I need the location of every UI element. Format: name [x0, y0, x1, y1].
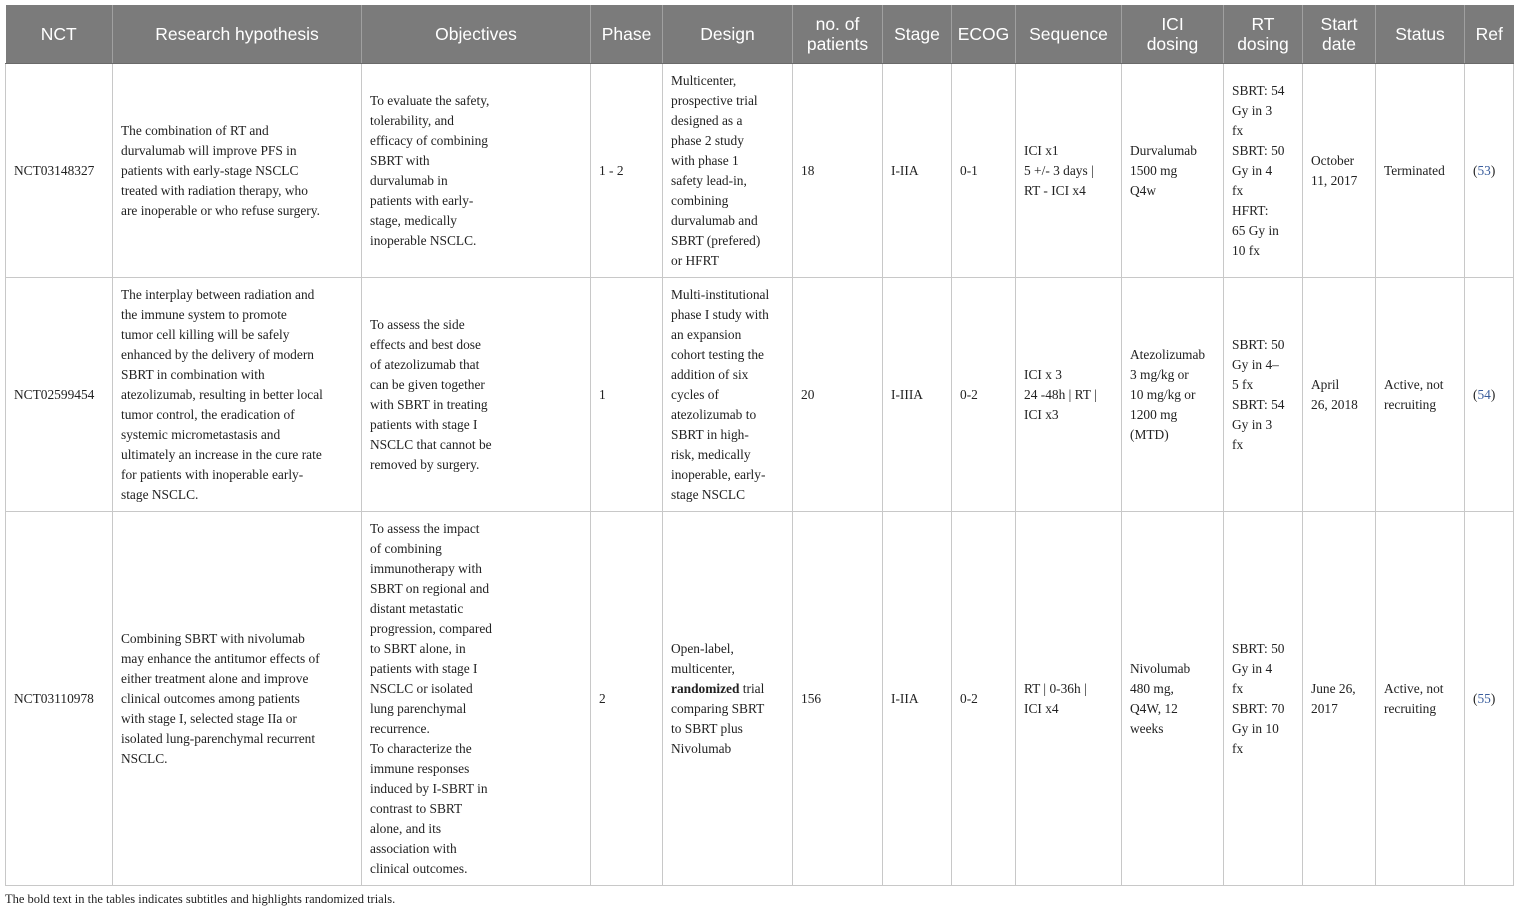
text-line: with phase 1	[671, 152, 739, 168]
text-line: 1200 mg	[1130, 406, 1178, 422]
text-line: SBRT: 50	[1232, 640, 1285, 656]
cell-rt-dosing	[1224, 278, 1303, 512]
header-ici-dosing	[1122, 5, 1224, 64]
cell-ici-dosing	[1122, 64, 1224, 278]
text-line: can be given together	[370, 376, 485, 392]
text-line: 26, 2018	[1311, 396, 1358, 412]
text-line	[671, 679, 784, 699]
text-line: phase I study with	[671, 306, 769, 322]
text-line: fx	[1232, 436, 1244, 452]
text-line: alone, and its	[370, 820, 442, 836]
text-line: RT - ICI x4	[1024, 182, 1086, 198]
cell-nct: NCT03148327	[6, 64, 113, 278]
text-line: Active, not	[1384, 376, 1444, 392]
text-line: safety lead-in,	[671, 172, 747, 188]
header-sequence: Sequence	[1016, 5, 1122, 64]
cell-sequence	[1016, 278, 1122, 512]
text-line: Gy in 4	[1232, 660, 1273, 676]
randomized-highlight: randomized	[671, 680, 740, 696]
text-line: Gy in 10	[1232, 720, 1279, 736]
text-line: Durvalumab	[1130, 142, 1197, 158]
text-line: isolated lung-parenchymal recurrent	[121, 730, 316, 746]
text-line: RT | 0-36h |	[1024, 680, 1087, 696]
text-line: atezolizumab to	[671, 406, 757, 422]
text-line: weeks	[1130, 720, 1164, 736]
text-line: SBRT (prefered)	[671, 232, 761, 248]
text-line: Gy in 4–	[1232, 356, 1279, 372]
header-ici-line1: ICI	[1161, 14, 1184, 34]
text-line: ultimately an increase in the cure rate	[121, 446, 322, 462]
text-line: April	[1311, 376, 1340, 392]
header-stage: Stage	[883, 5, 952, 64]
ref-link[interactable]: 55	[1477, 690, 1491, 706]
text-line: patients with stage I	[370, 660, 478, 676]
header-ici-line2: dosing	[1146, 34, 1199, 54]
table-footnote: The bold text in the tables indicates subtitles and highlights randomized trials.	[5, 892, 396, 906]
cell-nct: NCT03110978	[6, 512, 113, 886]
text-line: combining	[671, 192, 729, 208]
cell-status	[1376, 512, 1465, 886]
cell-design	[663, 278, 793, 512]
cell-rt-dosing	[1224, 64, 1303, 278]
text-line: The combination of RT and	[121, 122, 269, 138]
text-line: Multi-institutional	[671, 286, 770, 302]
text-line: association with	[370, 840, 457, 856]
cell-objectives	[362, 64, 591, 278]
header-patients-line1: no. of	[815, 14, 860, 34]
table-container	[5, 5, 1503, 886]
ref-link[interactable]: 53	[1477, 162, 1491, 178]
text-line: tolerability, and	[370, 112, 454, 128]
text-line: removed by surgery.	[370, 456, 480, 472]
cell-stage: I-IIIA	[883, 278, 952, 512]
text-line: patients with early-stage NSCLC	[121, 162, 299, 178]
text-line: SBRT: 54	[1232, 82, 1285, 98]
cell-ref	[1465, 278, 1514, 512]
cell-nct: NCT02599454	[6, 278, 113, 512]
header-rt-line1: RT	[1251, 14, 1275, 34]
text-line: with SBRT in treating	[370, 396, 488, 412]
text-line: Combining SBRT with nivolumab	[121, 630, 305, 646]
text-line: 2017	[1311, 700, 1338, 716]
header-phase: Phase	[591, 5, 663, 64]
text-line: SBRT in combination with	[121, 366, 265, 382]
text-line: risk, medically	[671, 446, 751, 462]
ref-paren: (	[1473, 690, 1478, 706]
cell-ecog: 0-2	[952, 512, 1016, 886]
text-line: 10 mg/kg or	[1130, 386, 1196, 402]
cell-hypothesis	[113, 278, 362, 512]
header-rt-dosing	[1224, 5, 1303, 64]
text-line: contrast to SBRT	[370, 800, 463, 816]
text-line: enhanced by the delivery of modern	[121, 346, 314, 362]
text-line: distant metastatic	[370, 600, 464, 616]
text-line: patients with stage I	[370, 416, 478, 432]
ref-link[interactable]: 54	[1477, 386, 1491, 402]
text-line: SBRT with	[370, 152, 430, 168]
text-line: phase 2 study	[671, 132, 744, 148]
text-line: 1500 mg	[1130, 162, 1178, 178]
cell-hypothesis	[113, 512, 362, 886]
text-line: cohort testing the	[671, 346, 764, 362]
text-line: To characterize the	[370, 740, 472, 756]
text-line: fx	[1232, 680, 1244, 696]
ref-paren: (	[1473, 162, 1478, 178]
text-line: Gy in 4	[1232, 162, 1273, 178]
text-line: ICI x1	[1024, 142, 1059, 158]
cell-patients: 156	[793, 512, 883, 886]
text-line: stage NSCLC.	[121, 486, 199, 502]
text-line: immunotherapy with	[370, 560, 482, 576]
cell-ref	[1465, 512, 1514, 886]
cell-sequence	[1016, 512, 1122, 886]
text-line: addition of six	[671, 366, 749, 382]
clinical-trials-table	[5, 5, 1514, 886]
text-line: NSCLC that cannot be	[370, 436, 492, 452]
cell-status	[1376, 278, 1465, 512]
ref-paren: )	[1490, 386, 1496, 402]
text-line: NSCLC.	[121, 750, 168, 766]
text-line: induced by I-SBRT in	[370, 780, 488, 796]
text-line: of atezolizumab that	[370, 356, 480, 372]
text-line: SBRT: 50	[1232, 336, 1285, 352]
text-line: ICI x3	[1024, 406, 1059, 422]
header-status: Status	[1376, 5, 1465, 64]
text-line: for patients with inoperable early-	[121, 466, 304, 482]
text-line: 10 fx	[1232, 242, 1260, 258]
cell-ici-dosing	[1122, 512, 1224, 886]
text-line: 65 Gy in	[1232, 222, 1279, 238]
table-row	[6, 64, 1514, 278]
text-line: with stage I, selected stage IIa or	[121, 710, 297, 726]
text-line: 5 fx	[1232, 376, 1254, 392]
text-line: October	[1311, 152, 1355, 168]
text-line: Gy in 3	[1232, 102, 1273, 118]
text-line: SBRT on regional and	[370, 580, 490, 596]
cell-start-date	[1303, 64, 1376, 278]
header-rt-line2: dosing	[1237, 34, 1289, 54]
ref-paren: )	[1490, 690, 1496, 706]
text-line: designed as a	[671, 112, 743, 128]
cell-stage: I-IIA	[883, 512, 952, 886]
text-line: the immune system to promote	[121, 306, 287, 322]
text-line: of combining	[370, 540, 442, 556]
text-line: tumor control, the eradication of	[121, 406, 295, 422]
text-line: Gy in 3	[1232, 416, 1273, 432]
text-line: June 26,	[1311, 680, 1356, 696]
text-line: atezolizumab, resulting in better local	[121, 386, 323, 402]
text-line: treated with radiation therapy, who	[121, 182, 308, 198]
header-nct: NCT	[6, 5, 113, 64]
text-line: stage, medically	[370, 212, 458, 228]
text-line: are inoperable or who refuse surgery.	[121, 202, 320, 218]
header-ref: Ref	[1465, 5, 1514, 64]
text-line: recruiting	[1384, 700, 1437, 716]
cell-design	[663, 64, 793, 278]
cell-phase: 1 - 2	[591, 64, 663, 278]
ref-paren: )	[1490, 162, 1496, 178]
cell-status	[1376, 64, 1465, 278]
text-line: either treatment alone and improve	[121, 670, 309, 686]
text-line: clinical outcomes among patients	[121, 690, 300, 706]
text-line: To assess the side	[370, 316, 465, 332]
cell-start-date	[1303, 278, 1376, 512]
text-line: lung parenchymal	[370, 700, 467, 716]
header-start-date	[1303, 5, 1376, 64]
cell-objectives	[362, 278, 591, 512]
text-line: (MTD)	[1130, 426, 1169, 442]
text-line: Terminated	[1384, 162, 1445, 178]
cell-ref	[1465, 64, 1514, 278]
cell-ecog: 0-2	[952, 278, 1016, 512]
text-line: to SBRT plus	[671, 720, 743, 736]
text-line: clinical outcomes.	[370, 860, 468, 876]
cell-hypothesis	[113, 64, 362, 278]
text-line: 24 -48h | RT |	[1024, 386, 1097, 402]
header-patients	[793, 5, 883, 64]
text-line: patients with early-	[370, 192, 474, 208]
text-line: SBRT: 50	[1232, 142, 1285, 158]
text-line: an expansion	[671, 326, 742, 342]
header-patients-line2: patients	[806, 34, 869, 54]
text-line: 11, 2017	[1311, 172, 1358, 188]
text-line: Q4w	[1130, 182, 1157, 198]
table-row	[6, 278, 1514, 512]
cell-ici-dosing	[1122, 278, 1224, 512]
cell-patients: 18	[793, 64, 883, 278]
text-line: Active, not	[1384, 680, 1444, 696]
cell-start-date	[1303, 512, 1376, 886]
text-line: SBRT: 70	[1232, 700, 1285, 716]
text-line: systemic micrometastasis and	[121, 426, 281, 442]
text-line: fx	[1232, 740, 1244, 756]
text-line: to SBRT alone, in	[370, 640, 466, 656]
text-line: comparing SBRT	[671, 700, 765, 716]
cell-ecog: 0-1	[952, 64, 1016, 278]
text-line: stage NSCLC	[671, 486, 746, 502]
cell-stage: I-IIA	[883, 64, 952, 278]
text-line: inoperable NSCLC.	[370, 232, 477, 248]
cell-design	[663, 512, 793, 886]
text-line: durvalumab in	[370, 172, 448, 188]
text-line: Atezolizumab	[1130, 346, 1206, 362]
header-objectives: Objectives	[362, 5, 591, 64]
text-fragment: trial	[739, 680, 765, 696]
text-line: immune responses	[370, 760, 470, 776]
text-line: effects and best dose	[370, 336, 481, 352]
text-line: Nivolumab	[671, 740, 732, 756]
header-start-line1: Start	[1320, 14, 1358, 34]
text-line: cycles of	[671, 386, 719, 402]
cell-objectives	[362, 512, 591, 886]
text-line: Nivolumab	[1130, 660, 1191, 676]
text-line: NSCLC or isolated	[370, 680, 473, 696]
ref-paren: (	[1473, 386, 1478, 402]
cell-patients: 20	[793, 278, 883, 512]
header-design: Design	[663, 5, 793, 64]
cell-sequence	[1016, 64, 1122, 278]
text-line: The interplay between radiation and	[121, 286, 315, 302]
text-line: To assess the impact	[370, 520, 480, 536]
text-line: prospective trial	[671, 92, 758, 108]
text-line: multicenter,	[671, 660, 735, 676]
text-line: progression, compared	[370, 620, 492, 636]
header-row	[6, 5, 1514, 64]
header-start-line2: date	[1321, 34, 1357, 54]
text-line: durvalumab and	[671, 212, 758, 228]
text-line: durvalumab will improve PFS in	[121, 142, 297, 158]
text-line: 5 +/- 3 days |	[1024, 162, 1094, 178]
text-line: Multicenter,	[671, 72, 737, 88]
cell-phase: 1	[591, 278, 663, 512]
text-line: may enhance the antitumor effects of	[121, 650, 320, 666]
text-line: ICI x 3	[1024, 366, 1062, 382]
header-ecog: ECOG	[952, 5, 1016, 64]
cell-phase: 2	[591, 512, 663, 886]
text-line: HFRT:	[1232, 202, 1269, 218]
text-line: or HFRT	[671, 252, 719, 268]
text-line: inoperable, early-	[671, 466, 766, 482]
text-line: SBRT in high-	[671, 426, 749, 442]
cell-rt-dosing	[1224, 512, 1303, 886]
text-line: To evaluate the safety,	[370, 92, 490, 108]
text-line: recurrence.	[370, 720, 430, 736]
header-hypothesis: Research hypothesis	[113, 5, 362, 64]
text-line: recruiting	[1384, 396, 1437, 412]
text-line: SBRT: 54	[1232, 396, 1285, 412]
text-line: fx	[1232, 122, 1244, 138]
table-row	[6, 512, 1514, 886]
text-line: ICI x4	[1024, 700, 1059, 716]
text-line: 480 mg,	[1130, 680, 1174, 696]
text-line: 3 mg/kg or	[1130, 366, 1189, 382]
text-line: efficacy of combining	[370, 132, 488, 148]
text-line: Open-label,	[671, 640, 734, 656]
text-line: tumor cell killing will be safely	[121, 326, 290, 342]
text-line: Q4W, 12	[1130, 700, 1178, 716]
text-line: fx	[1232, 182, 1244, 198]
